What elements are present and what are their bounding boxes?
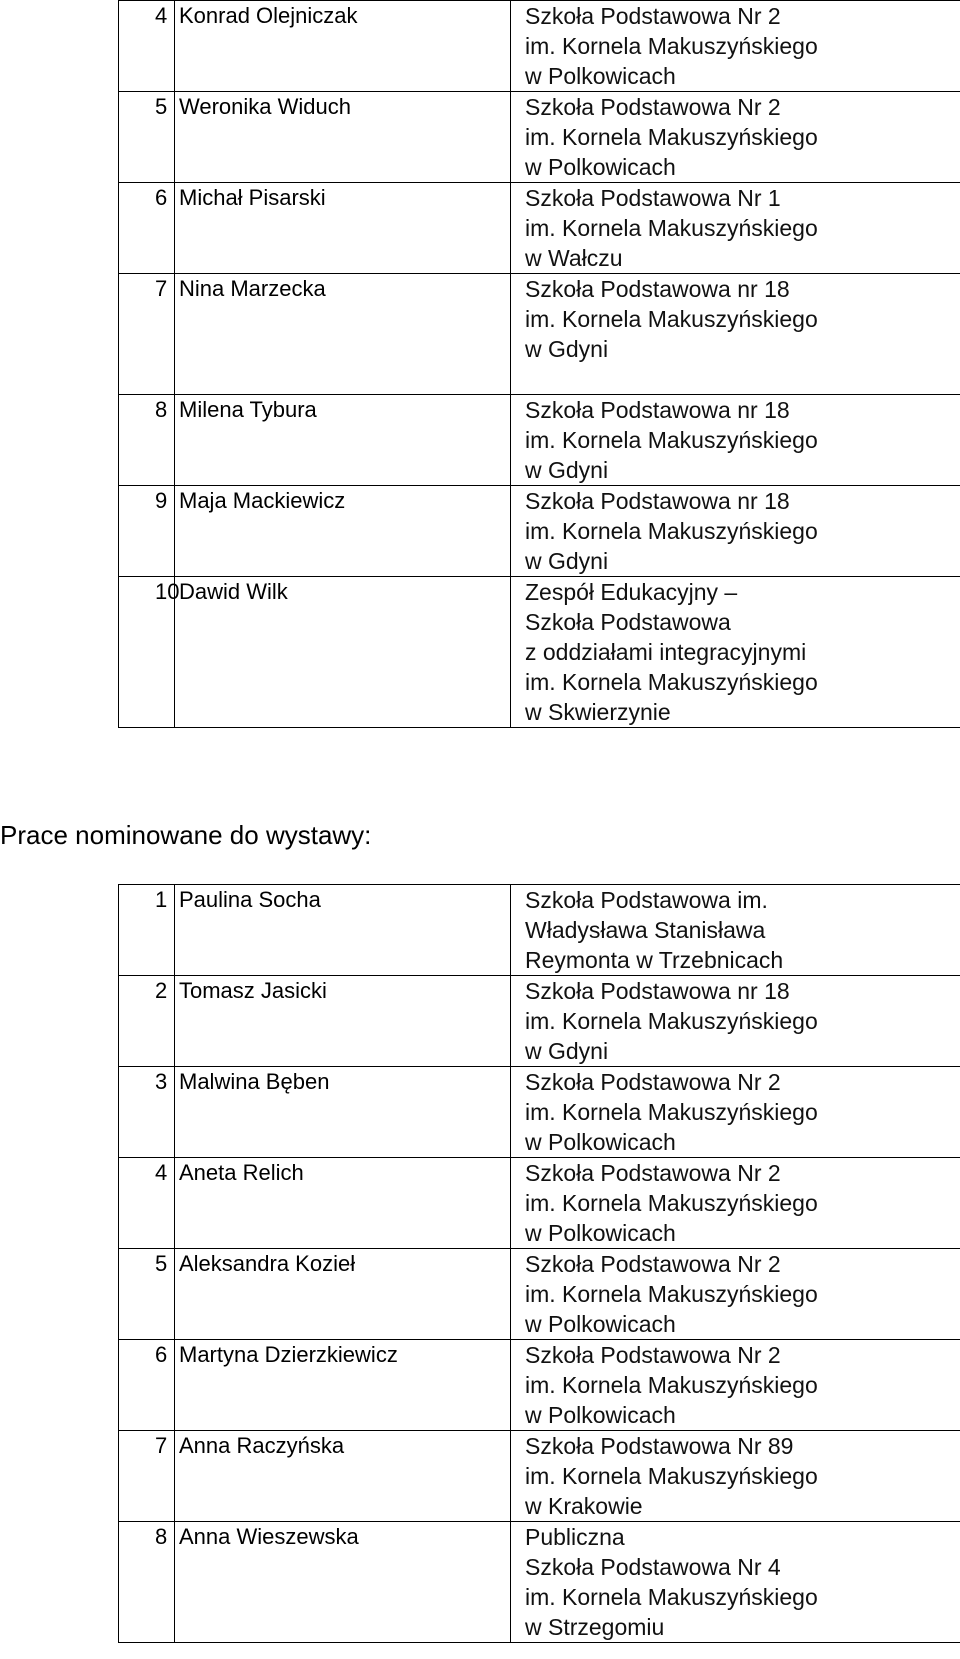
student-name: Milena Tybura <box>175 395 511 486</box>
school-cell <box>511 1249 960 1340</box>
school-line: im. Kornela Makuszyńskiego <box>525 1008 818 1034</box>
table-row <box>119 92 960 183</box>
table-row <box>119 1340 960 1431</box>
row-number: 2 <box>119 976 175 1067</box>
table-row <box>119 1158 960 1249</box>
school-line: im. Kornela Makuszyńskiego <box>525 124 818 150</box>
row-number: 7 <box>119 1431 175 1522</box>
school-line: Szkoła Podstawowa nr 18 <box>525 488 790 514</box>
school-line: w Polkowicach <box>525 154 676 180</box>
school-line: w Polkowicach <box>525 1402 676 1428</box>
school-line: w Gdyni <box>525 1038 609 1064</box>
student-name: Michał Pisarski <box>175 183 511 274</box>
school-line: im. Kornela Makuszyńskiego <box>525 1463 818 1489</box>
school-line: w Strzegomiu <box>525 1614 665 1640</box>
row-number: 1 <box>119 885 175 976</box>
school-cell <box>511 183 960 274</box>
school-line: im. Kornela Makuszyńskiego <box>525 33 818 59</box>
school-line: Szkoła Podstawowa Nr 2 <box>525 1160 781 1186</box>
row-number: 9 <box>119 486 175 577</box>
student-name: Tomasz Jasicki <box>175 976 511 1067</box>
school-line: Szkoła Podstawowa Nr 2 <box>525 1342 781 1368</box>
school-line: Zespół Edukacyjny – <box>525 579 738 605</box>
school-line: w Gdyni <box>525 336 609 362</box>
table-row <box>119 1522 960 1643</box>
school-cell <box>511 976 960 1067</box>
row-number: 10 <box>119 577 175 728</box>
school-line: im. Kornela Makuszyńskiego <box>525 306 818 332</box>
school-line: Szkoła Podstawowa Nr 2 <box>525 94 781 120</box>
school-line: Szkoła Podstawowa im. <box>525 887 768 913</box>
student-name: Maja Mackiewicz <box>175 486 511 577</box>
school-line: w Polkowicach <box>525 1220 676 1246</box>
school-line: im. Kornela Makuszyńskiego <box>525 1372 818 1398</box>
school-cell <box>511 1431 960 1522</box>
school-line: Szkoła Podstawowa Nr 1 <box>525 185 781 211</box>
school-line: im. Kornela Makuszyńskiego <box>525 518 818 544</box>
row-number: 3 <box>119 1067 175 1158</box>
table-row <box>119 486 960 577</box>
section-heading-nominated: Prace nominowane do wystawy: <box>0 820 372 850</box>
school-cell <box>511 92 960 183</box>
school-cell <box>511 1158 960 1249</box>
school-cell <box>511 1 960 92</box>
student-name: Malwina Bęben <box>175 1067 511 1158</box>
student-name: Paulina Socha <box>175 885 511 976</box>
school-line: z oddziałami integracyjnymi <box>525 639 807 665</box>
school-cell <box>511 577 960 728</box>
school-line: im. Kornela Makuszyńskiego <box>525 669 818 695</box>
table-row <box>119 1431 960 1522</box>
school-line: w Polkowicach <box>525 1311 676 1337</box>
student-name: Martyna Dzierzkiewicz <box>175 1340 511 1431</box>
table-row <box>119 395 960 486</box>
row-number: 8 <box>119 395 175 486</box>
school-line: w Polkowicach <box>525 63 676 89</box>
table-row <box>119 976 960 1067</box>
row-number: 4 <box>119 1 175 92</box>
school-line: im. Kornela Makuszyńskiego <box>525 215 818 241</box>
table-row <box>119 577 960 728</box>
school-cell <box>511 486 960 577</box>
winners-table <box>118 0 960 728</box>
school-line: w Gdyni <box>525 548 609 574</box>
school-cell <box>511 885 960 976</box>
student-name: Aleksandra Kozieł <box>175 1249 511 1340</box>
school-line: w Skwierzynie <box>525 699 671 725</box>
school-line: w Krakowie <box>525 1493 643 1519</box>
table-row <box>119 1 960 92</box>
student-name: Dawid Wilk <box>175 577 511 728</box>
school-line: Szkoła Podstawowa Nr 4 <box>525 1554 781 1580</box>
student-name: Konrad Olejniczak <box>175 1 511 92</box>
row-number: 4 <box>119 1158 175 1249</box>
school-cell <box>511 274 960 395</box>
school-line: im. Kornela Makuszyńskiego <box>525 1099 818 1125</box>
school-line: Szkoła Podstawowa Nr 2 <box>525 1251 781 1277</box>
school-line: w Wałczu <box>525 245 623 271</box>
school-line: Władysława Stanisława <box>525 917 766 943</box>
row-number: 6 <box>119 1340 175 1431</box>
school-line: w Gdyni <box>525 457 609 483</box>
school-line: w Polkowicach <box>525 1129 676 1155</box>
school-cell <box>511 1340 960 1431</box>
school-line: Reymonta w Trzebnicach <box>525 947 784 973</box>
nominated-table <box>118 884 960 1643</box>
school-line: Szkoła Podstawowa Nr 89 <box>525 1433 794 1459</box>
row-number: 5 <box>119 92 175 183</box>
table-row <box>119 1067 960 1158</box>
school-line: Szkoła Podstawowa nr 18 <box>525 276 790 302</box>
row-number: 5 <box>119 1249 175 1340</box>
table-row <box>119 183 960 274</box>
school-cell <box>511 1522 960 1643</box>
school-line: Szkoła Podstawowa nr 18 <box>525 397 790 423</box>
row-number: 7 <box>119 274 175 395</box>
student-name: Aneta Relich <box>175 1158 511 1249</box>
school-line: Szkoła Podstawowa Nr 2 <box>525 3 781 29</box>
student-name: Anna Raczyńska <box>175 1431 511 1522</box>
school-line: Szkoła Podstawowa nr 18 <box>525 978 790 1004</box>
table-row <box>119 274 960 395</box>
school-line: im. Kornela Makuszyńskiego <box>525 1190 818 1216</box>
school-line: im. Kornela Makuszyńskiego <box>525 1281 818 1307</box>
school-line: im. Kornela Makuszyńskiego <box>525 427 818 453</box>
school-line: Szkoła Podstawowa Nr 2 <box>525 1069 781 1095</box>
school-line: im. Kornela Makuszyńskiego <box>525 1584 818 1610</box>
student-name: Anna Wieszewska <box>175 1522 511 1643</box>
row-number: 8 <box>119 1522 175 1643</box>
school-cell <box>511 395 960 486</box>
school-line: Szkoła Podstawowa <box>525 609 731 635</box>
school-line: Publiczna <box>525 1524 625 1550</box>
table-row <box>119 1249 960 1340</box>
row-number: 6 <box>119 183 175 274</box>
school-cell <box>511 1067 960 1158</box>
student-name: Weronika Widuch <box>175 92 511 183</box>
student-name: Nina Marzecka <box>175 274 511 395</box>
table-row <box>119 885 960 976</box>
